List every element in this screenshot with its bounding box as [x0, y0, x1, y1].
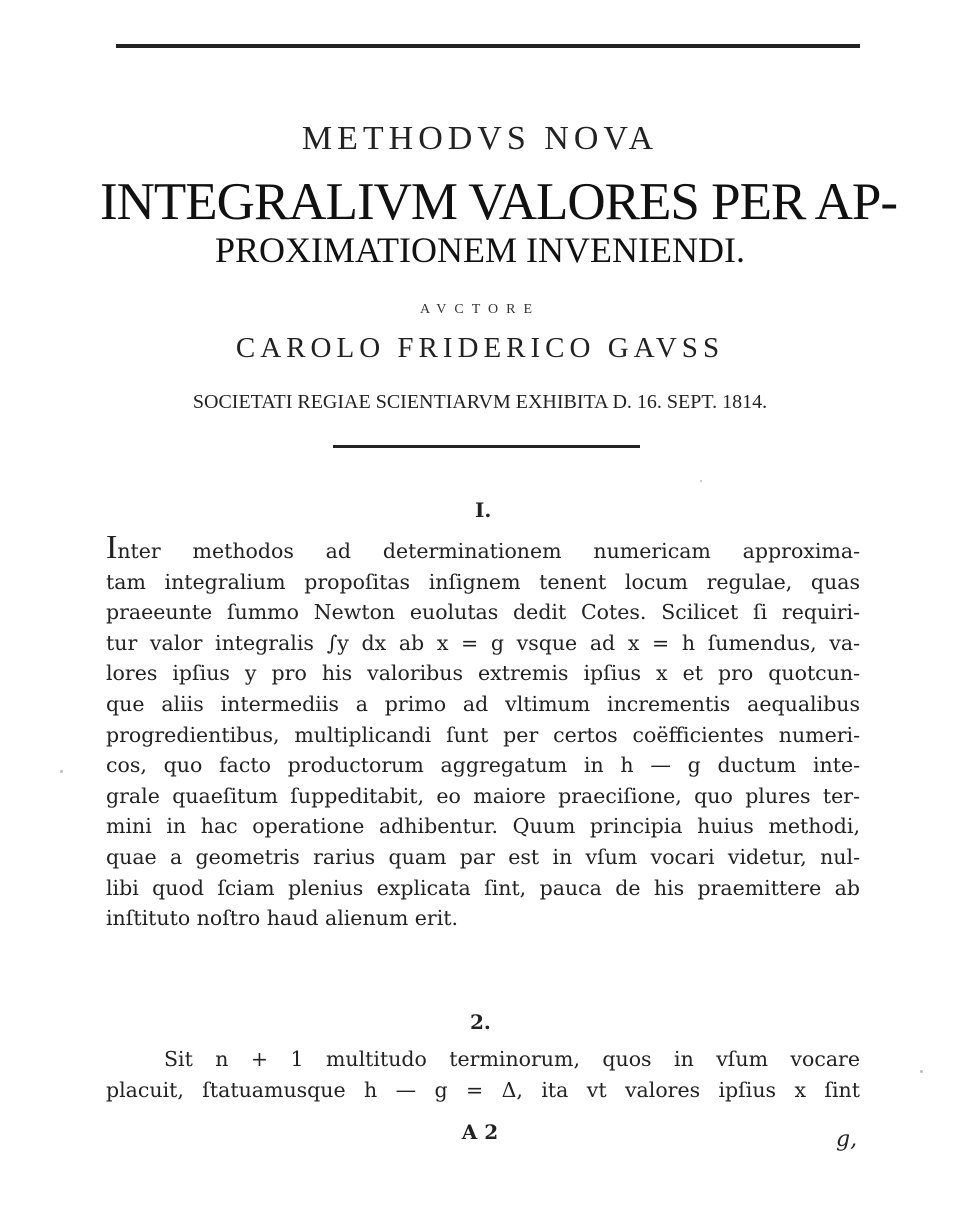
- title-line-3: PROXIMATIONEM INVENIENDI.: [215, 230, 745, 270]
- text-line: praeeunte ſummo Newton euolutas dedit Cotes. Scilicet ſi requiri-: [106, 600, 860, 625]
- top-rule: [116, 44, 860, 48]
- section-1-text: [106, 529, 860, 934]
- ornament-rule: [333, 445, 640, 448]
- text-line: tur valor integralis ∫y dx ab x = g vsque ad x = h ſumendus, va-: [106, 630, 860, 655]
- text-line: que aliis intermediis a primo ad vltimum incrementis aequalibus: [106, 691, 860, 716]
- paper-speck: [700, 480, 702, 482]
- section-1-number: I.: [475, 498, 492, 522]
- text-line: tam integralium propoſitas inſignem tenent locum regulae, quas: [106, 569, 860, 594]
- auctore-label: AVCTORE: [419, 302, 541, 317]
- drop-cap: I: [106, 529, 118, 566]
- text-line: mini in hac operatione adhibentur. Quum principia huius methodi,: [106, 814, 860, 839]
- text-line: libi quod ſciam plenius explicata ſint, pauca de his praemittere ab: [106, 875, 860, 900]
- text-line: inſtituto noſtro haud alienum erit.: [106, 906, 459, 931]
- text-line: progredientibus, multiplicandi ſunt per certos coëfficientes numeri-: [106, 722, 860, 747]
- text-line: Sit n + 1 multitudo terminorum, quos in vſum vocare: [164, 1047, 860, 1071]
- text-line: Inter methodos ad determinationem numericam approxima-: [106, 529, 860, 566]
- title-line-2: INTEGRALIVM VALORES PER AP-: [100, 173, 898, 231]
- text-line: lores ipſius y pro his valoribus extremis ipſius x et pro quotcun-: [106, 661, 860, 686]
- text-line: cos, quo facto productorum aggregatum in h — g ductum inte-: [106, 753, 860, 778]
- catchword: g,: [836, 1127, 858, 1152]
- section-2-text: [106, 1044, 860, 1105]
- author-name: CAROLO FRIDERICO GAVSS: [235, 332, 725, 364]
- paper-speck: [920, 1070, 923, 1073]
- signature-mark: A 2: [461, 1120, 499, 1144]
- text-line: quae a geometris rarius quam par est in vſum vocari videtur, nul-: [106, 844, 860, 869]
- title-line-1: METHODVS NOVA: [301, 120, 659, 157]
- text-line: grale quaeſitum ſuppeditabit, eo maiore praeciſione, quo plures ter-: [106, 783, 860, 808]
- dedication-line: SOCIETATI REGIAE SCIENTIARVM EXHIBITA D. 16. SEPT. 1814.: [192, 391, 768, 413]
- section-2-number: 2.: [470, 1010, 491, 1034]
- text-line: placuit, ſtatuamusque h — g = Δ, ita vt valores ipſius x ſint: [106, 1077, 860, 1102]
- paper-speck: [60, 770, 63, 773]
